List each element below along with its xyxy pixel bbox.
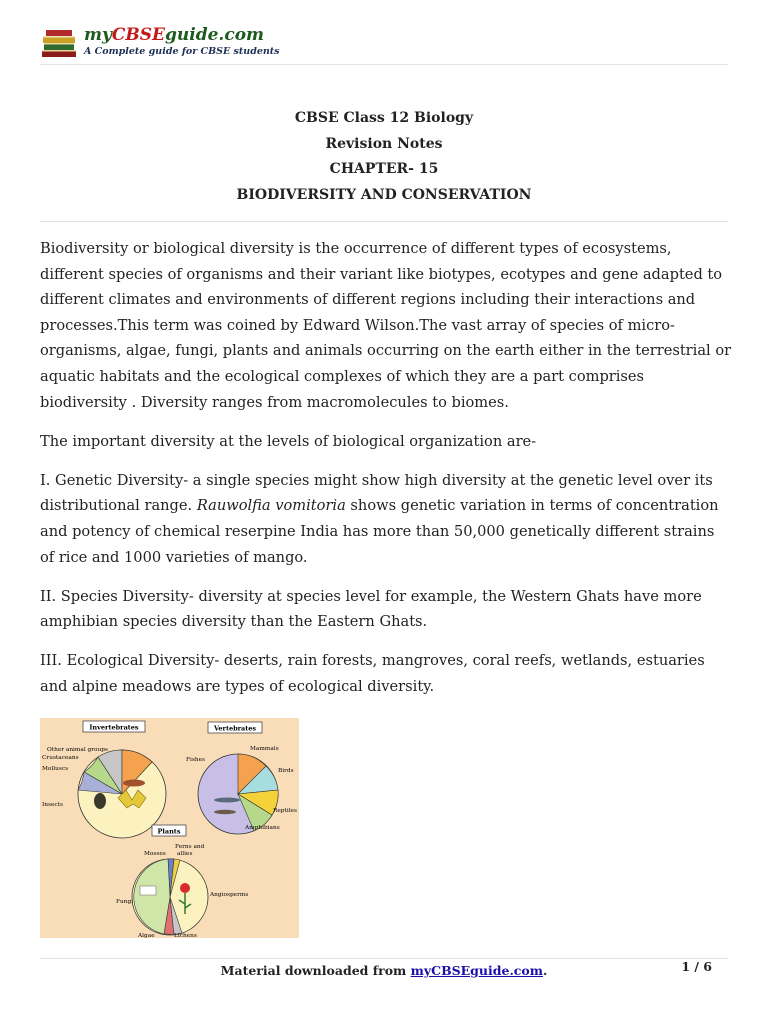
biodiversity-figure (40, 718, 299, 938)
footer-divider (40, 958, 728, 959)
page-number: 1 / 6 (681, 959, 712, 974)
label-mammals: Mammals (250, 746, 279, 752)
vertebrates-pie (198, 754, 278, 834)
label-molluscs: Molluscs (42, 766, 69, 772)
label-ferns-and: Ferns and (175, 844, 205, 850)
label-birds: Birds (278, 768, 294, 774)
label-other-animal-groups: Other animal groups (47, 747, 108, 753)
label-fishes: Fishes (186, 757, 205, 763)
label-allies: allies (177, 851, 193, 857)
label-insects: Insects (42, 802, 63, 808)
brand-logo[interactable] (84, 25, 280, 57)
footer-credit: Material downloaded from myCBSEguide.com. (220, 963, 548, 978)
header-divider (40, 64, 728, 65)
brand-name: myCBSEguide.com (84, 25, 265, 45)
books-logo-icon (40, 26, 80, 60)
document-body (40, 236, 732, 713)
title-chapter: CHAPTER- 15 (329, 161, 439, 177)
label-mosses: Mosses (144, 851, 166, 857)
vertebrates-title: Vertebrates (213, 724, 257, 733)
label-amphibians: Amphibians (245, 825, 280, 831)
label-lichens: Lichens (174, 933, 197, 938)
label-reptiles: Reptiles (273, 808, 297, 814)
invertebrates-title: Invertebrates (89, 723, 139, 732)
brand-tagline: A Complete guide for CBSE students (84, 46, 280, 57)
label-crustaceans: Crustaceans (42, 755, 79, 761)
paragraph-levels: The important diversity at the levels of biological organization are- (40, 432, 537, 450)
document-title-block (40, 106, 728, 208)
plants-title: Plants (157, 827, 181, 836)
title-topic: BIODIVERSITY AND CONSERVATION (236, 186, 532, 203)
label-angiosperms: Angiosperms (210, 892, 249, 898)
title-class: CBSE Class 12 Biology (294, 110, 474, 126)
paragraph-species-diversity: II. Species Diversity- diversity at species level for example, the Western Ghats have more amphibian species diversity than the Eastern Ghats. (40, 587, 702, 631)
page-footer (40, 959, 728, 988)
plants-pie (132, 859, 208, 935)
paragraph-genetic-diversity: I. Genetic Diversity- a single species might show high diversity at the genetic level over its distributional range. Rauwolfia vomitoria shows genetic variation in terms of concentration and potency of chemical reserpine India has more than 50,000 genetically different strains of rice and 1000 varieties of mango. (40, 471, 719, 566)
title-divider (40, 221, 728, 222)
paragraph-intro: Biodiversity or biological diversity is the occurrence of different types of ecosystems, different species of organisms and their variant like biotypes, ecotypes and gene adapted to different climates and environments of different regions including their interactions and processes.This term was coined by Edward Wilson.The vast array of species of micro-organisms, algae, fungi, plants and animals occurring on the earth either in the terrestrial or aquatic habitats and the ecological complexes of which they are a part comprises biodiversity . Diversity ranges from macromolecules to biomes. (40, 240, 732, 411)
paragraph-ecological-diversity: III. Ecological Diversity- deserts, rain forests, mangroves, coral reefs, wetlands, estuaries and alpine meadows are types of ecological diversity. (40, 652, 705, 695)
title-subtitle: Revision Notes (325, 135, 443, 152)
site-header (40, 22, 730, 64)
label-algae: Algae (138, 933, 155, 938)
label-fungi: Fungi (116, 899, 134, 905)
footer-site-link[interactable]: myCBSEguide.com (410, 963, 543, 978)
